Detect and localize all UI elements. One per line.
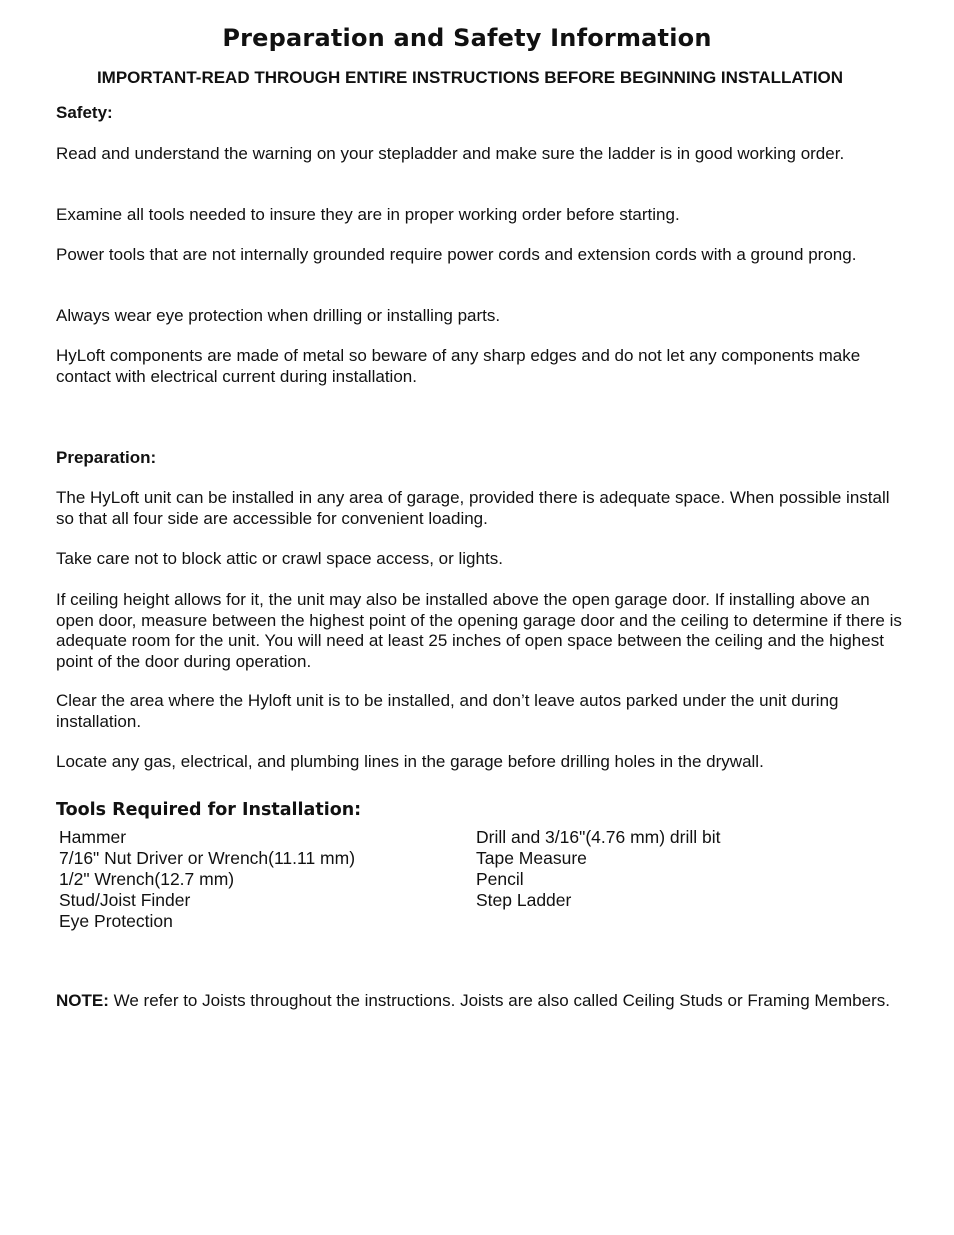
tool-item: 1/2" Wrench(12.7 mm) [59,869,235,889]
tools-list-right [476,827,721,911]
note-label: NOTE: [56,991,109,1010]
note-paragraph [56,991,906,1012]
safety-paragraph: Read and understand the warning on your stepladder and make sure the ladder is in good working order. [56,144,845,163]
tools-heading: Tools Required for Installation: [56,800,362,820]
safety-paragraph: HyLoft components are made of metal so beware of any sharp edges and do not let any components make contact with electrical current during installation. [56,346,861,386]
preparation-paragraph: Clear the area where the Hyloft unit is to be installed, and don’t leave autos parked under the unit during installation. [56,691,839,731]
safety-paragraph: Power tools that are not internally grounded require power cords and extension cords with a ground prong. [56,245,857,264]
tool-item: Hammer [59,827,127,847]
preparation-paragraph: Take care not to block attic or crawl space access, or lights. [56,549,503,568]
preparation-heading: Preparation: [56,448,157,467]
note-text: We refer to Joists throughout the instructions. Joists are also called Ceiling Studs or Framing Members. [108,991,890,1010]
tool-item: Step Ladder [476,890,572,910]
preparation-paragraph: If ceiling height allows for it, the unit may also be installed above the open garage door. If installing above an open door, measure between the highest point of the opening garage door and the ceiling to determine if there is adequate room for the unit. You will need at least 25 inches of open space between the ceiling and the highest point of the door during operation. [56,590,902,671]
safety-heading: Safety: [56,103,113,122]
tool-item: Stud/Joist Finder [59,890,191,910]
preparation-paragraph: The HyLoft unit can be installed in any area of garage, provided there is adequate space. When possible install so that all four side are accessible for convenient loading. [56,488,890,528]
safety-paragraph: Always wear eye protection when drilling or installing parts. [56,306,501,325]
tool-item: Drill and 3/16"(4.76 mm) drill bit [476,827,721,847]
page-subtitle: IMPORTANT-READ THROUGH ENTIRE INSTRUCTIONS BEFORE BEGINNING INSTALLATION [96,68,844,87]
tools-list-left [59,827,355,932]
tool-item: Pencil [476,869,524,889]
page-title: Preparation and Safety Information [222,24,712,52]
tool-item: 7/16" Nut Driver or Wrench(11.11 mm) [59,848,356,868]
tool-item: Tape Measure [476,848,587,868]
preparation-paragraph: Locate any gas, electrical, and plumbing lines in the garage before drilling holes in the drywall. [56,752,764,771]
tool-item: Eye Protection [59,911,173,931]
safety-paragraph: Examine all tools needed to insure they are in proper working order before starting. [56,205,680,224]
